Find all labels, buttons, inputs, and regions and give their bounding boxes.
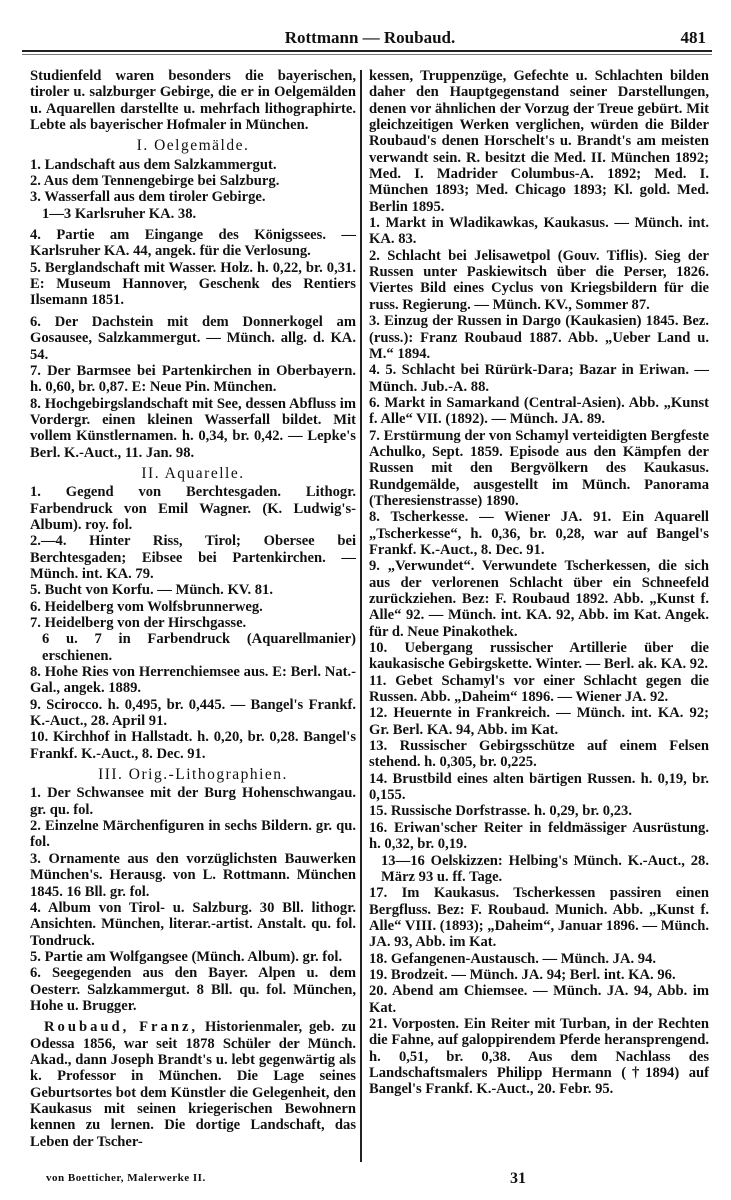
catalog-entry: 2. Einzelne Märchenfiguren in sechs Bildern. gr. qu. fol.	[30, 818, 356, 851]
catalog-entry: 1. Landschaft aus dem Salzkammergut.	[30, 156, 277, 173]
section-note: 1—3 Karlsruher KA. 38.	[42, 205, 197, 222]
artist-entry	[30, 1019, 356, 1150]
header-rule	[22, 50, 712, 52]
artist-biography: Historienmaler, geb. zu Odessa 1856, war seit 1878 Schüler der Münch. Akad., dann Joseph Brandt's u. lebt gegenwärtig als k. Professor in München. Die Lage seines Geburtsortes bot dem Künstler die Gelegenheit, den Kaukasus mit seinen kriegerischen Bewohnern kennen zu lernen. Die dortige Landschaft, das Leben der Tscher-	[30, 1019, 357, 1150]
catalog-entry: 6. Markt in Samarkand (Central-Asien). Abb. „Kunst f. Alle“ VII. (1892). — Münch. JA. 89.	[369, 394, 709, 428]
column-divider	[360, 70, 362, 1162]
catalog-entry: 12. Heuernte in Frankreich. — Münch. int. KA. 92; Gr. Berl. KA. 94, Abb. im Kat.	[369, 705, 709, 738]
catalog-entry: 20. Abend am Chiemsee. — Münch. JA. 94, Abb. im Kat.	[369, 983, 709, 1016]
section-note: 13—16 Oelskizzen: Helbing's Münch. K.-Auct., 28. März 93 u. ff. Tage.	[381, 852, 709, 885]
catalog-entry: 8. Hochgebirgslandschaft mit See, dessen Abfluss im Vordergr. einen kleinen Wasserfall bildet. Mit vollem Künstlernamen. h. 0,34, br. 0,42. — Lepke's Berl. K.-Auct., 11. Jan. 98.	[30, 395, 356, 461]
catalog-entry: 9. Scirocco. h. 0,495, br. 0,445. — Bangel's Frankf. K.-Auct., 28. April 91.	[30, 696, 356, 730]
section-heading: II. Aquarelle.	[141, 464, 245, 482]
section-heading: III. Orig.-Lithographien.	[98, 766, 288, 784]
catalog-entry: 3. Ornamente aus den vorzüglichsten Bauwerken München's. Herausg. von L. Rottmann. München 1845. 16 Bll. gr. fol.	[30, 850, 356, 900]
catalog-entry: 15. Russische Dorfstrasse. h. 0,29, br. 0,23.	[369, 803, 632, 820]
catalog-entry: 5. Partie am Wolfgangsee (Münch. Album). gr. fol.	[30, 948, 343, 965]
running-header	[30, 28, 710, 48]
catalog-entry: 8. Tscherkesse. — Wiener JA. 91. Ein Aquarell „Tscherkesse“, h. 0,36, br. 0,28, war auf Bangel's Frankf. K.-Auct., 8. Dec. 91.	[369, 509, 709, 558]
signature-mark: 31	[510, 1170, 526, 1187]
catalog-entry: 8. Hohe Ries von Herrenchiemsee aus. E: Berl. Nat.-Gal., angek. 1889.	[30, 664, 356, 697]
catalog-entry: 4. 5. Schlacht bei Rürürk-Dara; Bazar in Eriwan. — Münch. Jub.-A. 88.	[369, 362, 709, 395]
catalog-entry: 14. Brustbild eines alten bärtigen Russen. h. 0,19, br. 0,155.	[369, 770, 709, 804]
right-column	[369, 68, 709, 1098]
catalog-entry: 6. Seegegenden aus den Bayer. Alpen u. dem Oesterr. Salzkammergut. 8 Bll. qu. fol. München, Hohe u. Brugger.	[30, 965, 356, 1014]
catalog-entry: 17. Im Kaukasus. Tscherkessen passiren einen Bergfluss. Bez: F. Roubaud. Munich. Abb. „Kunst f. Alle“ VIII. (1893); „Daheim“, Januar 1896. — Münch. JA. 93, Abb. im Kat.	[369, 885, 709, 951]
section-note: 6 u. 7 in Farbendruck (Aquarellmanier) erschienen.	[42, 631, 356, 664]
catalog-entry: 1. Gegend von Berchtesgaden. Lithogr. Farbendruck von Emil Wagner. (K. Ludwig's-Album). roy. fol.	[30, 484, 356, 533]
catalog-entry: 5. Bucht von Korfu. — Münch. KV. 81.	[30, 582, 273, 599]
catalog-entry: 7. Der Barmsee bei Partenkirchen in Oberbayern. h. 0,60, br. 0,87. E: Neue Pin. München.	[30, 362, 356, 396]
body-paragraph: Studienfeld waren besonders die bayerischen, tiroler u. salzburger Gebirge, die er in Oelgemälden u. Aquarellen darstellte u. mehrfach lithographirte. Lebte als bayerischer Hofmaler in München.	[30, 68, 356, 134]
catalog-entry: 1. Markt in Wladikawkas, Kaukasus. — Münch. int. KA. 83.	[369, 215, 709, 248]
catalog-entry: 2. Aus dem Tennengebirge bei Salzburg.	[30, 173, 280, 190]
catalog-entry: 7. Erstürmung der von Schamyl verteidigten Bergfeste Achulko, Sept. 1859. Episode aus den Kämpfen der Russen mit den Bergvölkern des Kaukasus. Rundgemälde, ausgestellt im Münch. Panorama (Theresienstrasse) 1890.	[369, 427, 709, 509]
catalog-entry: 11. Gebet Schamyl's vor einer Schlacht gegen die Russen. Abb. „Daheim“ 1896. — Wiener JA. 92.	[369, 672, 709, 706]
page-number: 481	[680, 28, 706, 47]
catalog-entry: 2.—4. Hinter Riss, Tirol; Obersee bei Berchtesgaden; Eibsee bei Partenkirchen. — Münch. int. KA. 79.	[30, 533, 356, 582]
section-heading: I. Oelgemälde.	[136, 137, 250, 155]
catalog-entry: 13. Russischer Gebirgsschütze auf einem Felsen stehend. h. 0,305, br. 0,225.	[369, 738, 709, 771]
artist-name: Roubaud, Franz,	[44, 1019, 199, 1036]
catalog-entry: 5. Berglandschaft mit Wasser. Holz. h. 0,22, br. 0,31. E: Museum Hannover, Geschenk des Rentiers Ilsemann 1851.	[30, 259, 356, 309]
catalog-entry: 7. Heidelberg von der Hirschgasse.	[30, 615, 247, 631]
catalog-entry: 19. Brodzeit. — Münch. JA. 94; Berl. int. KA. 96.	[369, 966, 676, 983]
catalog-entry: 18. Gefangenen-Austausch. — Münch. JA. 94.	[369, 950, 657, 967]
left-column	[30, 68, 356, 1150]
catalog-entry: 21. Vorposten. Ein Reiter mit Turban, in der Rechten die Fahne, auf galoppirendem Pferde heransprengend. h. 0,51, br. 0,38. Aus dem Nachlass des Landschaftsmalers Philipp Hermann (†1894) auf Bangel's Frankf. K.-Auct., 20. Febr. 95.	[369, 1015, 709, 1098]
catalog-entry: 2. Schlacht bei Jelisawetpol (Gouv. Tiflis). Sieg der Russen unter Paskiewitsch über die Perser, 1826. Viertes Bild eines Cyclus von Kriegsbildern für die russ. Regierung. — Münch. KV., Sommer 87.	[369, 247, 709, 313]
catalog-entry: 10. Uebergang russischer Artillerie über die kaukasische Gebirgskette. Winter. — Berl. ak. KA. 92.	[369, 640, 709, 673]
catalog-entry: 4. Album von Tirol- u. Salzburg. 30 Bll. lithogr. Ansichten. München, literar.-artist. Anstalt. qu. fol. Tondruck.	[30, 899, 356, 949]
catalog-entry: 3. Wasserfall aus dem tiroler Gebirge.	[30, 189, 266, 206]
catalog-entry: 6. Heidelberg vom Wolfsbrunnerweg.	[30, 598, 263, 615]
footer-imprint: von Boetticher, Malerwerke II.	[46, 1172, 206, 1184]
header-rule-thin	[22, 54, 712, 55]
body-paragraph: kessen, Truppenzüge, Gefechte u. Schlachten bilden daher den Hauptgegenstand seiner Darstellungen, denen vor ähnlichen der Vorzug der Treue gebürt. Mit gleichzeitigen Werken verglichen, würden die Bilder Roubaud's denen Horschelt's u. Brandt's am meisten verwandt sein. R. besitzt die Med. II. München 1892; Med. I. Madrider Columbus-A. 1892; Med. I. München 1893; Med. Chicago 1893; Kl. gold. Med. Berlin 1895.	[369, 68, 709, 215]
catalog-entry: 9. „Verwundet“. Verwundete Tscherkessen, die sich aus der verlorenen Schlacht über ein Schneefeld zurückziehen. Bez: F. Roubaud 1892. Abb. „Kunst f. Alle“ 92. — Münch. int. KA. 92, Abb. im Kat. Angek. für d. Neue Pinakothek.	[369, 558, 709, 640]
catalog-entry: 16. Eriwan'scher Reiter in feldmässiger Ausrüstung. h. 0,32, br. 0,19.	[369, 819, 709, 853]
catalog-entry: 6. Der Dachstein mit dem Donnerkogel am Gosausee, Salzkammergut. — Münch. allg. d. KA. 54.	[30, 313, 356, 363]
catalog-entry: 3. Einzug der Russen in Dargo (Kaukasien) 1845. Bez. (russ.): Franz Roubaud 1887. Abb. „Ueber Land u. M.“ 1894.	[369, 313, 709, 362]
running-title: Rottmann — Roubaud.	[284, 28, 456, 47]
catalog-entry: 10. Kirchhof in Hallstadt. h. 0,20, br. 0,28. Bangel's Frankf. K.-Auct., 8. Dec. 91.	[30, 729, 356, 762]
catalog-entry: 4. Partie am Eingange des Königssees. — Karlsruher KA. 44, angek. für die Verlosung.	[30, 227, 356, 260]
catalog-entry: 1. Der Schwansee mit der Burg Hohenschwangau. gr. qu. fol.	[30, 785, 356, 818]
